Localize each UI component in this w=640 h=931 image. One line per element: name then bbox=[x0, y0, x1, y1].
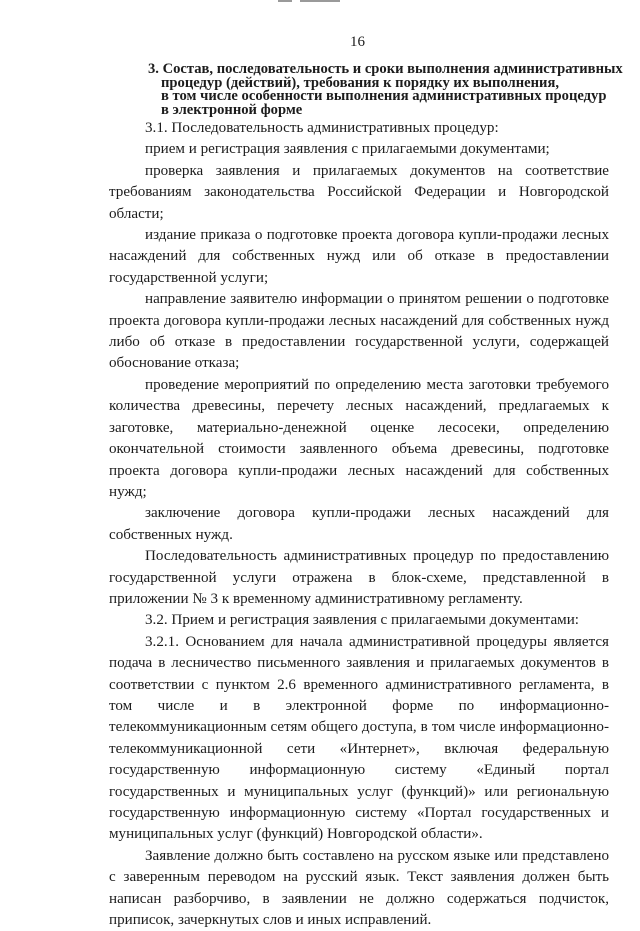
subsection-3-1-title: 3.1. Последовательность административных процедур: bbox=[145, 120, 499, 136]
page-number: 16 bbox=[350, 34, 365, 50]
application-requirements-paragraph: Заявление должно быть составлено на русском языке или представлено с заверенным переводом на русский язык. Текст заявления должен быть написан разборчиво, в заявлении не должно содержаться подчисток, приписок, зачеркнутых слов и иных исправлений. bbox=[109, 847, 609, 929]
section-body bbox=[109, 118, 609, 931]
procedure-item: заключение договора купли-продажи лесных насаждений для собственных нужд. bbox=[109, 505, 609, 543]
procedure-sequence-paragraph: Последовательность административных процедур по предоставлению государственной услуги отражена в блок-схеме, представленной в приложении № 3 к временному административному регламенту. bbox=[109, 548, 609, 607]
section-heading-line: в электронной форме bbox=[161, 101, 303, 118]
procedure-item: проверка заявления и прилагаемых документов на соответствие требованиям законодательства Российской Федерации и Новгородской области; bbox=[109, 162, 609, 222]
scan-artifact bbox=[278, 0, 368, 4]
procedure-item: проведение мероприятий по определению места заготовки требуемого количества древесины, перечету лесных насаждений, предлагаемых к заготовке, материально-денежной оценке лесосеки, определению окончательной стоимости заявленного объема древесины, подготовке проекта договора купли-продажи лесных насаждений для собственных нужд; bbox=[109, 376, 609, 500]
section-heading-line: процедур (действий), требования к порядку их выполнения, bbox=[161, 74, 559, 91]
section-heading bbox=[148, 61, 623, 118]
section-heading-line: в том числе особенности выполнения административных процедур bbox=[161, 88, 607, 105]
procedure-item: направление заявителю информации о принятом решении о подготовке проекта договора купли-продажи лесных насаждений для собственных нужд либо об отказе в предоставлении государственной услуги, содержащей обоснование отказа; bbox=[109, 291, 609, 372]
subsection-3-2-title: 3.2. Прием и регистрация заявления с прилагаемыми документами: bbox=[145, 612, 579, 629]
section-heading-line: 3. Состав, последовательность и сроки выполнения административных bbox=[148, 61, 623, 77]
procedure-item: издание приказа о подготовке проекта договора купли-продажи лесных насаждений для собственных нужд или об отказе в предоставлении государственной услуги; bbox=[109, 227, 609, 286]
procedure-item: прием и регистрация заявления с прилагаемыми документами; bbox=[145, 141, 550, 158]
clause-3-2-1-paragraph: 3.2.1. Основанием для начала административной процедуры является подача в лесничество письменного заявления и прилагаемых документов в соответствии с пунктом 2.6 временного административного регламента, в том числе и в электронной форме по информационно-телекоммуникационным сетям общего доступа, в том числе информационно-телекоммуникационной сети «Интернет», включая федеральную государственную информационную систему «Единый портал государственных и муниципальных услуг (функций)» или региональную государственную информационную систему «Портал государственных и муниципальных услуг (функций) Новгородской области». bbox=[109, 633, 609, 843]
